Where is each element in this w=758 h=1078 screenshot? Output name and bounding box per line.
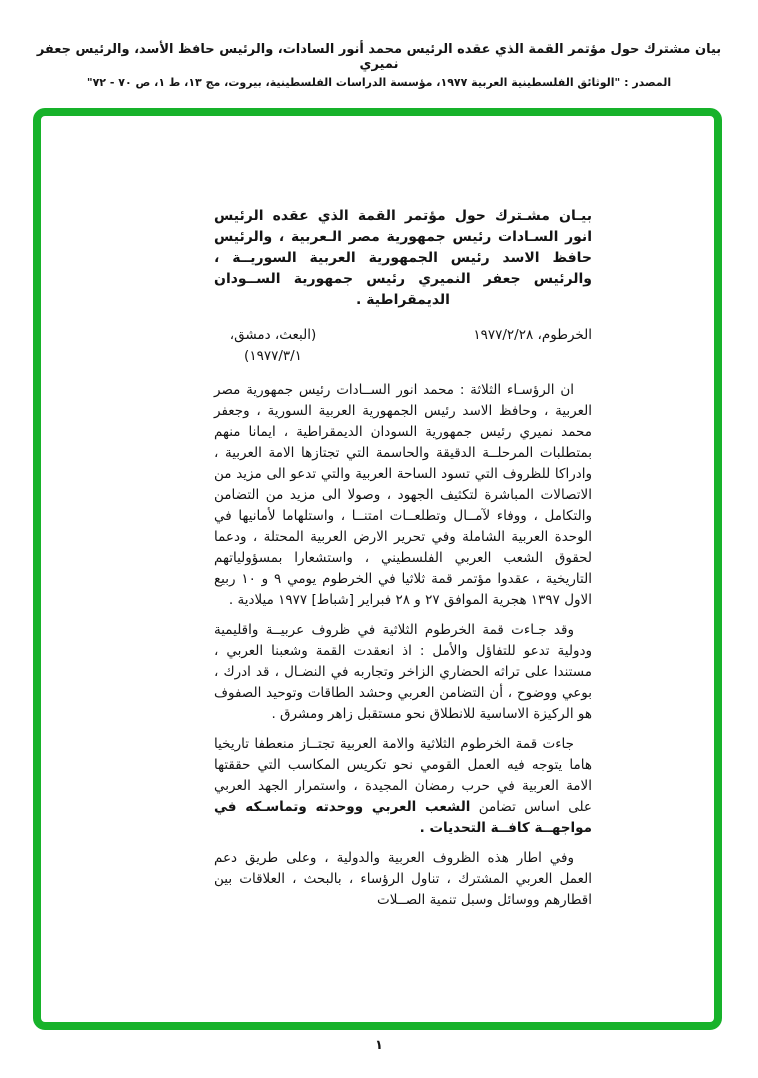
dateline-source-line1: (البعث، دمشق، [229,327,317,343]
header-source-line: المصدر : "الوثائق الفلسطينية العربية ١٩٧٧، مؤسسة الدراسات الفلسطينية، بيروت، مج ١٣، ط ١، ص ٧٠ - ٧٢" [86,76,672,89]
document-body [214,206,592,920]
dateline-source-citation [214,325,332,367]
paragraph-3-bold-tail: الشعب العربي ووحدته وتماسـكه في مواجهــة كافــة التحديات . [214,799,592,836]
dateline [214,325,592,367]
paragraph-3 [214,734,592,839]
dateline-source-line2: ١٩٧٧/٣/١) [244,348,302,364]
page-number: ١ [375,1038,383,1053]
document-title: بيـان مشـترك حول مؤتمر القمة الذي عقده الرئيس انور السـادات رئيس جمهورية مصر الـعربية ، والرئيس حافظ الاسد رئيس الجمهورية العربية السوريــة ، والرئيس جعفر النميري رئيس جمهورية الســودان الديمقراطية . [214,208,592,308]
paragraph-4: وفي اطار هذه الظروف العربية والدولية ، وعلى طريق دعم العمل العربي المشترك ، تناول الرؤساء ، بالبحث ، العلاقات بين اقطارهم ووسائل وسبل تنمية الصــلات [214,850,592,908]
dateline-place-date: الخرطوم، ١٩٧٧/٢/٢٨ [473,327,592,343]
paragraph-2: وقد جـاءت قمة الخرطوم الثلاثية في ظروف عربيــة واقليمية ودولية تدعو للتفاؤل والأمل : اذ انعقدت القمة وشعبنا العربي ، مستندا على تراثه الحضاري الزاخر وتجاربه في النضـال ، قد ادرك ، بوعي ووضوح ، أن التضامن العربي وحشد الطاقات وتوحيد الصفوف هو الركيزة الاساسية للانطلاق نحو مستقبل زاهر ومشرق . [214,622,592,722]
header-title: بيان مشترك حول مؤتمر القمة الذي عقده الرئيس محمد أنور السادات، والرئيس حافظ الأسد، والرئيس جعفر نميري [36,42,722,72]
paragraph-3-lead: جاءت قمة الخرطوم الثلاثية والامة العربية تجتــاز منعطفا تاريخيا هاما يتوجه فيه العمل القومي نحو تكريس المكاسب التي حققتها الامة العربية في حرب رمضان المجيدة ، واستمرار الجهد العربي على اساس تضامن [214,736,592,815]
paragraph-1: ان الرؤسـاء الثلاثة : محمد انور الســادات رئيس جمهورية مصر العربية ، وحافظ الاسد رئيس الجمهورية العربية السورية ، وجعفر محمد نميري رئيس جمهورية السودان الديمقراطية ، ايمانا منهم بمتطلبات المرحلــة الدقيقة والحاسمة التي تجتازها الامة العربية ، وادراكا للظروف التي تسود الساحة العربية والتي تدعو الى مزيد من الاتصالات المباشرة لتكثيف الجهود ، وصولا الى مزيد من التضامن والتكامل ، ووفاء لآمــال وتطلعــات امتنــا ، واستلهاما لأمانيها في الوحدة العربية الشاملة وفي تحرير الارض العربية المحتلة ، ودعما لحقوق الشعب العربي الفلسطيني ، واستشعارا بمسؤولياتهم التاريخية ، عقدوا مؤتمر قمة ثلاثيا في الخرطوم يومي ٩ و ١٠ ربيع الاول ١٣٩٧ هجرية الموافق ٢٧ و ٢٨ فبراير [شباط] ١٩٧٧ ميلادية . [214,382,592,608]
